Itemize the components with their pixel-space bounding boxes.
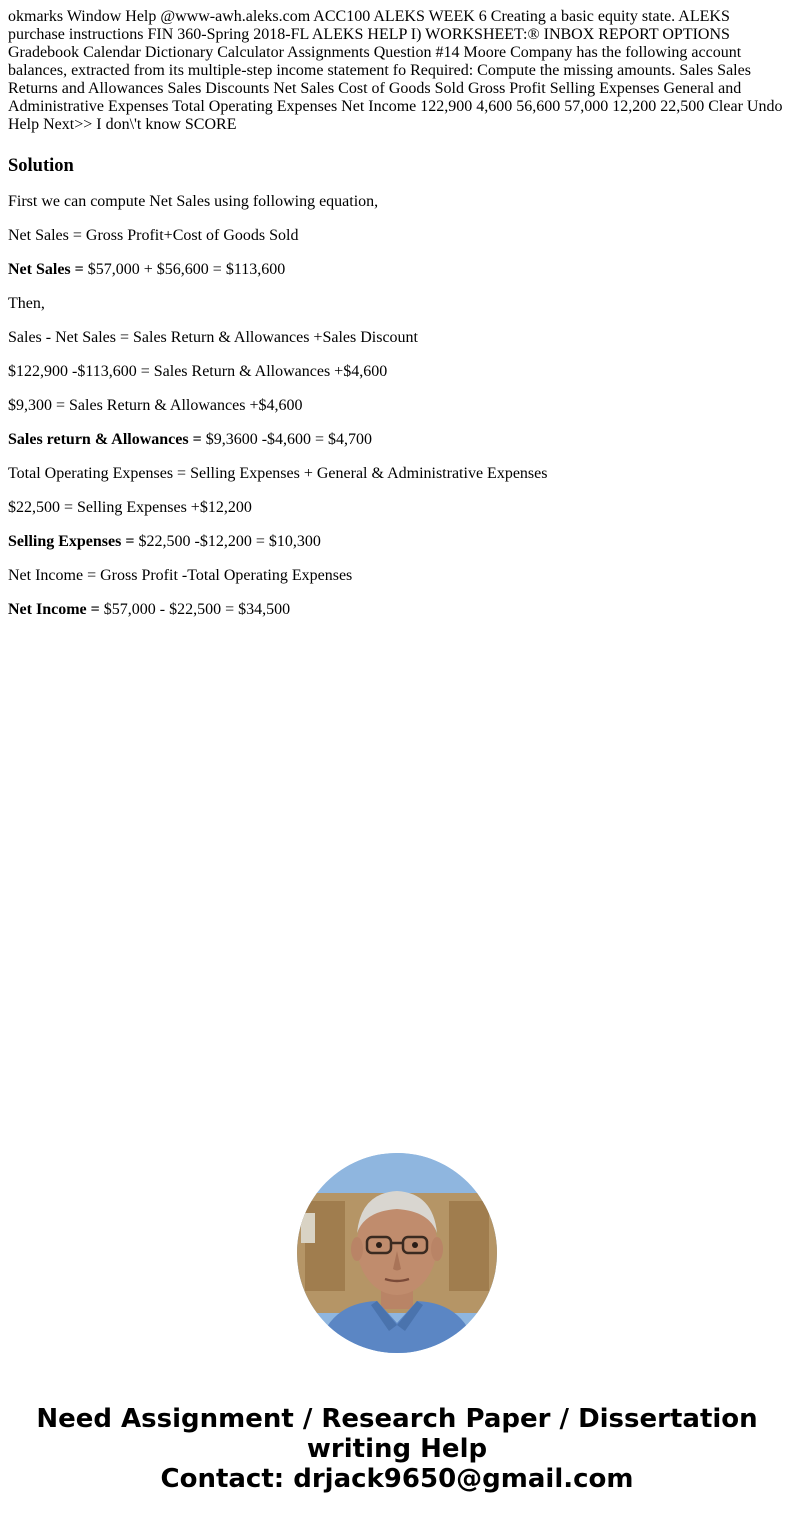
person-portrait-icon xyxy=(297,1153,497,1353)
promo-banner xyxy=(0,1404,794,1494)
solution-line: $22,500 = Selling Expenses +$12,200 xyxy=(8,499,252,516)
promo-line: writing Help xyxy=(306,1434,488,1464)
solution-heading: Solution xyxy=(8,156,74,176)
solution-line: Net Sales = Gross Profit+Cost of Goods Sold xyxy=(8,227,299,244)
solution-line: Then, xyxy=(8,295,45,312)
solution-line: Selling Expenses = $22,500 -$12,200 = $10,300 xyxy=(8,533,321,550)
promo-contact: Contact: drjack9650@gmail.com xyxy=(160,1464,634,1494)
solution-line: Net Income = $57,000 - $22,500 = $34,500 xyxy=(8,601,291,618)
solution-steps xyxy=(8,193,786,619)
solution-line: $122,900 -$113,600 = Sales Return & Allowances +$4,600 xyxy=(8,363,388,380)
solution-line: First we can compute Net Sales using following equation, xyxy=(8,193,379,210)
document-body xyxy=(8,8,786,619)
avatar xyxy=(297,1153,497,1353)
solution-line: Total Operating Expenses = Selling Expenses + General & Administrative Expenses xyxy=(8,465,548,482)
solution-line: $9,300 = Sales Return & Allowances +$4,600 xyxy=(8,397,303,414)
solution-line: Sales return & Allowances = $9,3600 -$4,600 = $4,700 xyxy=(8,431,373,448)
solution-line: Sales - Net Sales = Sales Return & Allowances +Sales Discount xyxy=(8,329,418,346)
promo-line: Need Assignment / Research Paper / Dissertation xyxy=(36,1404,758,1434)
solution-line: Net Income = Gross Profit -Total Operating Expenses xyxy=(8,567,353,584)
solution-line: Net Sales = $57,000 + $56,600 = $113,600 xyxy=(8,261,286,278)
question-text: okmarks Window Help @www-awh.aleks.com ACC100 ALEKS WEEK 6 Creating a basic equity state. ALEKS purchase instructions FIN 360-Spring 2018-FL ALEKS HELP I) WORKSHEET:® INBOX REPORT OPTIONS Gradebook Calendar Dictionary Calculator Assignments Question #14 Moore Company has the following account balances, extracted from its multiple-step income statement fo Required: Compute the missing amounts. Sales Sales Returns and Allowances Sales Discounts Net Sales Cost of Goods Sold Gross Profit Selling Expenses General and Administrative Expenses Total Operating Expenses Net Income 122,900 4,600 56,600 57,000 12,200 22,500 Clear Undo Help Next>> I don\'t know SCORE xyxy=(8,8,783,133)
